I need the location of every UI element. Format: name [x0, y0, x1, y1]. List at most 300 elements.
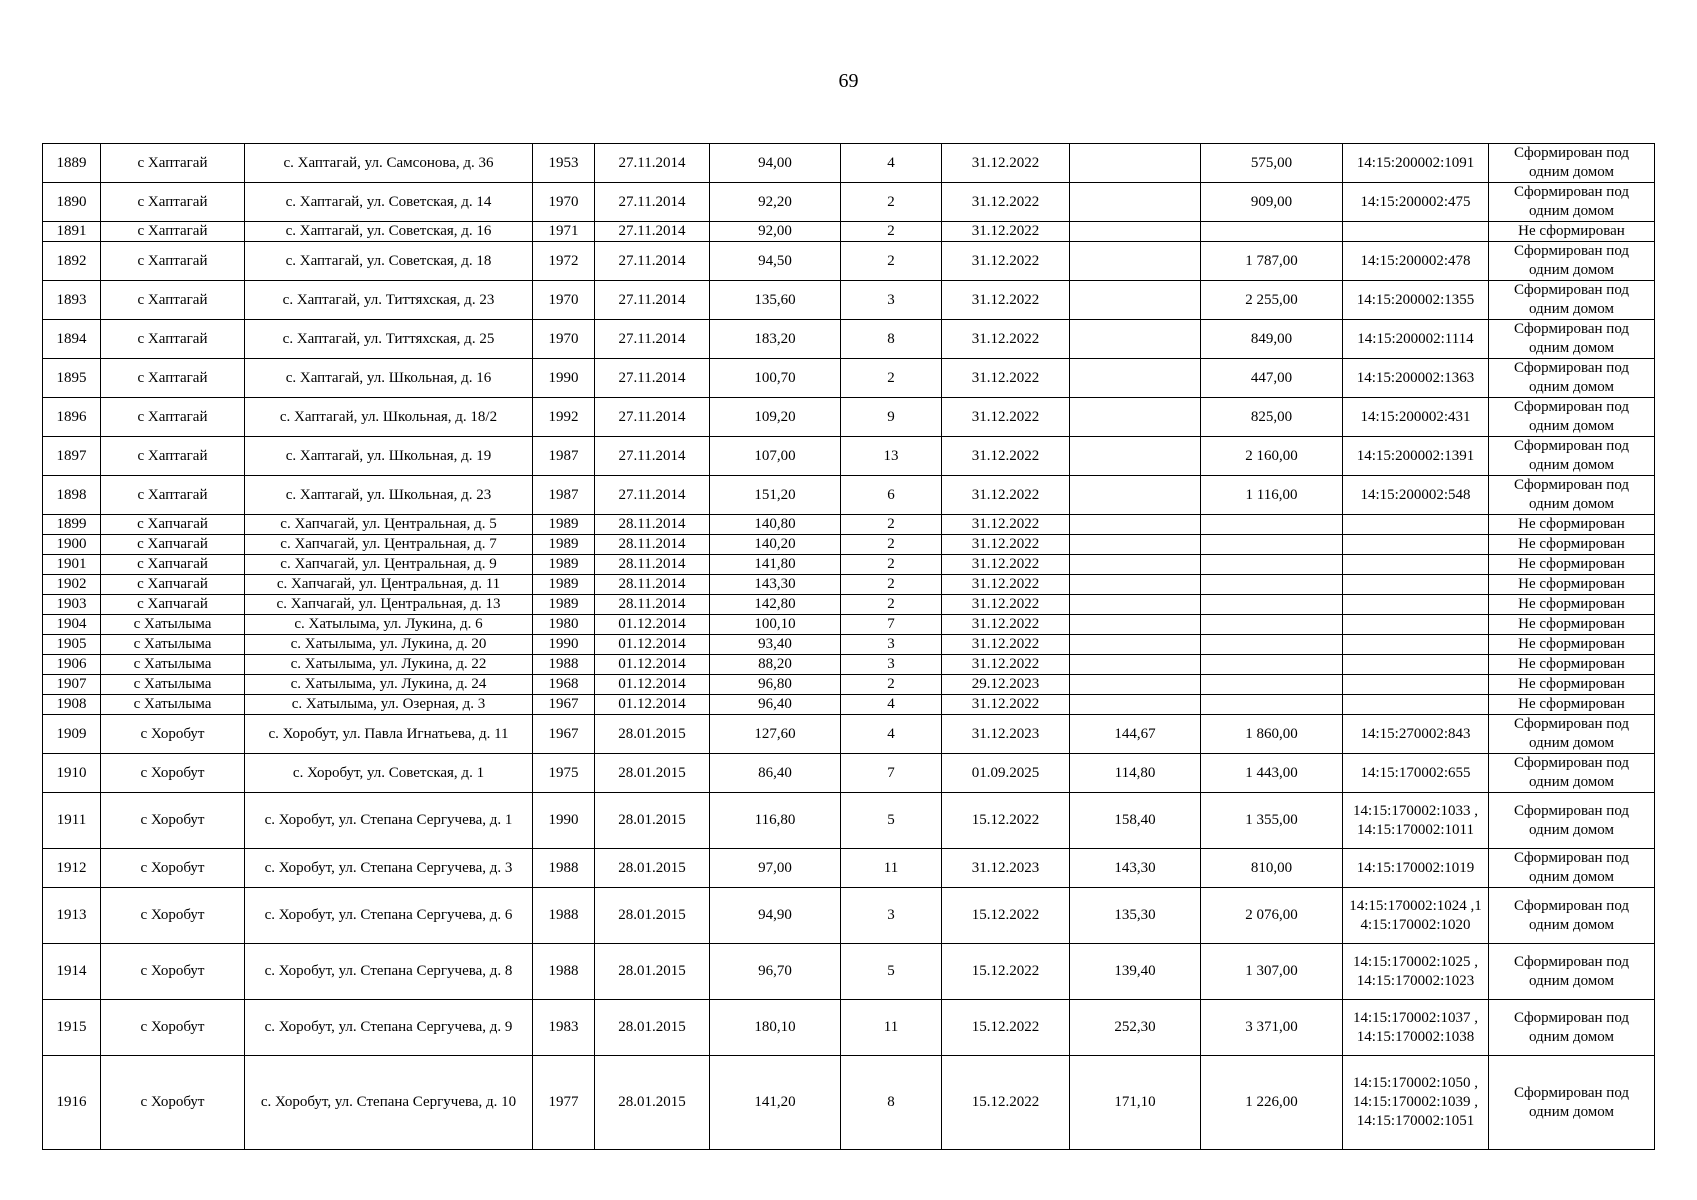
year-cell: 1990	[533, 793, 595, 849]
residents-cell: 2	[841, 242, 942, 281]
row-number: 1906	[43, 655, 101, 675]
cost-cell	[1201, 575, 1343, 595]
date-cell: 28.01.2015	[595, 1056, 710, 1150]
cost-cell: 810,00	[1201, 849, 1343, 888]
row-number: 1916	[43, 1056, 101, 1150]
area-cell: 143,30	[710, 575, 841, 595]
land-area-cell	[1070, 555, 1201, 575]
row-number: 1890	[43, 183, 101, 222]
page-number: 69	[838, 70, 859, 92]
land-area-cell: 135,30	[1070, 888, 1201, 944]
year-cell: 1968	[533, 675, 595, 695]
date-cell: 28.01.2015	[595, 849, 710, 888]
cost-cell: 447,00	[1201, 359, 1343, 398]
row-number: 1899	[43, 515, 101, 535]
status-cell: Сформирован под одним домом	[1489, 849, 1655, 888]
area-cell: 94,90	[710, 888, 841, 944]
settlement-cell: с Хапчагай	[101, 575, 245, 595]
residents-cell: 4	[841, 715, 942, 754]
area-cell: 97,00	[710, 849, 841, 888]
land-area-cell	[1070, 398, 1201, 437]
row-number: 1911	[43, 793, 101, 849]
land-area-cell: 158,40	[1070, 793, 1201, 849]
deadline-cell: 31.12.2023	[942, 715, 1070, 754]
address-cell: с. Хаптагай, ул. Самсонова, д. 36	[245, 144, 533, 183]
status-cell: Не сформирован	[1489, 695, 1655, 715]
deadline-cell: 31.12.2022	[942, 595, 1070, 615]
cost-cell	[1201, 535, 1343, 555]
row-number: 1903	[43, 595, 101, 615]
row-number: 1891	[43, 222, 101, 242]
land-area-cell: 139,40	[1070, 944, 1201, 1000]
address-cell: с. Хапчагай, ул. Центральная, д. 5	[245, 515, 533, 535]
cadastral-number-cell	[1343, 675, 1489, 695]
cost-cell	[1201, 695, 1343, 715]
table-row	[43, 888, 1655, 944]
table-row	[43, 242, 1655, 281]
deadline-cell: 31.12.2022	[942, 476, 1070, 515]
date-cell: 27.11.2014	[595, 222, 710, 242]
table-row	[43, 359, 1655, 398]
status-cell: Не сформирован	[1489, 595, 1655, 615]
date-cell: 01.12.2014	[595, 675, 710, 695]
row-number: 1902	[43, 575, 101, 595]
deadline-cell: 31.12.2022	[942, 359, 1070, 398]
land-area-cell	[1070, 535, 1201, 555]
land-area-cell	[1070, 575, 1201, 595]
land-area-cell	[1070, 222, 1201, 242]
date-cell: 28.01.2015	[595, 888, 710, 944]
cadastral-number-cell	[1343, 615, 1489, 635]
status-cell: Сформирован под одним домом	[1489, 888, 1655, 944]
cadastral-number-cell: 14:15:170002:655	[1343, 754, 1489, 793]
address-cell: с. Хоробут, ул. Степана Сергучева, д. 3	[245, 849, 533, 888]
residents-cell: 13	[841, 437, 942, 476]
residents-cell: 11	[841, 849, 942, 888]
area-cell: 141,20	[710, 1056, 841, 1150]
residents-cell: 8	[841, 320, 942, 359]
table-row	[43, 595, 1655, 615]
address-cell: с. Хоробут, ул. Степана Сергучева, д. 9	[245, 1000, 533, 1056]
status-cell: Сформирован под одним домом	[1489, 320, 1655, 359]
address-cell: с. Хоробут, ул. Степана Сергучева, д. 1	[245, 793, 533, 849]
land-area-cell	[1070, 695, 1201, 715]
date-cell: 27.11.2014	[595, 242, 710, 281]
date-cell: 28.01.2015	[595, 944, 710, 1000]
settlement-cell: с Хоробут	[101, 944, 245, 1000]
residents-cell: 11	[841, 1000, 942, 1056]
address-cell: с. Хоробут, ул. Степана Сергучева, д. 8	[245, 944, 533, 1000]
settlement-cell: с Хоробут	[101, 754, 245, 793]
land-area-cell	[1070, 183, 1201, 222]
row-number: 1910	[43, 754, 101, 793]
residents-cell: 9	[841, 398, 942, 437]
area-cell: 107,00	[710, 437, 841, 476]
table-row	[43, 615, 1655, 635]
status-cell: Сформирован под одним домом	[1489, 144, 1655, 183]
date-cell: 28.11.2014	[595, 535, 710, 555]
cadastral-number-cell: 14:15:200002:1363	[1343, 359, 1489, 398]
deadline-cell: 15.12.2022	[942, 1056, 1070, 1150]
table-row	[43, 555, 1655, 575]
cadastral-number-cell: 14:15:200002:548	[1343, 476, 1489, 515]
row-number: 1913	[43, 888, 101, 944]
cadastral-number-cell	[1343, 222, 1489, 242]
cadastral-number-cell: 14:15:170002:1024 ,14:15:170002:1020	[1343, 888, 1489, 944]
settlement-cell: с Хаптагай	[101, 144, 245, 183]
area-cell: 127,60	[710, 715, 841, 754]
status-cell: Сформирован под одним домом	[1489, 793, 1655, 849]
residents-cell: 2	[841, 535, 942, 555]
cadastral-number-cell: 14:15:200002:431	[1343, 398, 1489, 437]
residents-cell: 3	[841, 281, 942, 320]
cadastral-number-cell: 14:15:200002:1391	[1343, 437, 1489, 476]
date-cell: 27.11.2014	[595, 437, 710, 476]
row-number: 1900	[43, 535, 101, 555]
cost-cell	[1201, 635, 1343, 655]
year-cell: 1989	[533, 575, 595, 595]
deadline-cell: 15.12.2022	[942, 888, 1070, 944]
table-row	[43, 1000, 1655, 1056]
settlement-cell: с Хаптагай	[101, 398, 245, 437]
address-cell: с. Хоробут, ул. Степана Сергучева, д. 6	[245, 888, 533, 944]
address-cell: с. Хатылыма, ул. Лукина, д. 24	[245, 675, 533, 695]
table-row	[43, 281, 1655, 320]
deadline-cell: 31.12.2022	[942, 615, 1070, 635]
address-cell: с. Хапчагай, ул. Центральная, д. 13	[245, 595, 533, 615]
status-cell: Сформирован под одним домом	[1489, 1056, 1655, 1150]
cost-cell: 1 307,00	[1201, 944, 1343, 1000]
area-cell: 183,20	[710, 320, 841, 359]
date-cell: 28.11.2014	[595, 575, 710, 595]
cost-cell: 2 076,00	[1201, 888, 1343, 944]
table-row	[43, 1056, 1655, 1150]
row-number: 1896	[43, 398, 101, 437]
status-cell: Сформирован под одним домом	[1489, 1000, 1655, 1056]
area-cell: 109,20	[710, 398, 841, 437]
row-number: 1909	[43, 715, 101, 754]
cadastral-number-cell: 14:15:270002:843	[1343, 715, 1489, 754]
cost-cell	[1201, 615, 1343, 635]
table-row	[43, 635, 1655, 655]
area-cell: 100,70	[710, 359, 841, 398]
area-cell: 86,40	[710, 754, 841, 793]
table-row	[43, 715, 1655, 754]
year-cell: 1990	[533, 359, 595, 398]
cost-cell: 849,00	[1201, 320, 1343, 359]
cost-cell	[1201, 655, 1343, 675]
area-cell: 141,80	[710, 555, 841, 575]
residents-cell: 2	[841, 575, 942, 595]
year-cell: 1990	[533, 635, 595, 655]
status-cell: Не сформирован	[1489, 515, 1655, 535]
year-cell: 1989	[533, 515, 595, 535]
deadline-cell: 29.12.2023	[942, 675, 1070, 695]
year-cell: 1989	[533, 595, 595, 615]
status-cell: Не сформирован	[1489, 675, 1655, 695]
cadastral-number-cell: 14:15:170002:1033 , 14:15:170002:1011	[1343, 793, 1489, 849]
cadastral-number-cell: 14:15:200002:478	[1343, 242, 1489, 281]
cadastral-number-cell	[1343, 515, 1489, 535]
status-cell: Сформирован под одним домом	[1489, 183, 1655, 222]
status-cell: Не сформирован	[1489, 555, 1655, 575]
status-cell: Не сформирован	[1489, 575, 1655, 595]
land-area-cell: 143,30	[1070, 849, 1201, 888]
address-cell: с. Хаптагай, ул. Титтяхская, д. 23	[245, 281, 533, 320]
residents-cell: 3	[841, 635, 942, 655]
row-number: 1894	[43, 320, 101, 359]
settlement-cell: с Хоробут	[101, 1056, 245, 1150]
year-cell: 1971	[533, 222, 595, 242]
settlement-cell: с Хапчагай	[101, 535, 245, 555]
cost-cell	[1201, 555, 1343, 575]
status-cell: Не сформирован	[1489, 635, 1655, 655]
land-area-cell: 252,30	[1070, 1000, 1201, 1056]
row-number: 1904	[43, 615, 101, 635]
area-cell: 116,80	[710, 793, 841, 849]
cadastral-number-cell	[1343, 655, 1489, 675]
table-row	[43, 476, 1655, 515]
address-cell: с. Хаптагай, ул. Советская, д. 14	[245, 183, 533, 222]
cadastral-number-cell: 14:15:200002:475	[1343, 183, 1489, 222]
year-cell: 1987	[533, 476, 595, 515]
area-cell: 96,40	[710, 695, 841, 715]
deadline-cell: 31.12.2022	[942, 144, 1070, 183]
address-cell: с. Хаптагай, ул. Школьная, д. 18/2	[245, 398, 533, 437]
row-number: 1895	[43, 359, 101, 398]
area-cell: 140,20	[710, 535, 841, 555]
residents-cell: 8	[841, 1056, 942, 1150]
deadline-cell: 31.12.2023	[942, 849, 1070, 888]
table-row	[43, 398, 1655, 437]
settlement-cell: с Хаптагай	[101, 242, 245, 281]
row-number: 1897	[43, 437, 101, 476]
land-area-cell	[1070, 242, 1201, 281]
status-cell: Сформирован под одним домом	[1489, 754, 1655, 793]
year-cell: 1970	[533, 320, 595, 359]
year-cell: 1989	[533, 535, 595, 555]
settlement-cell: с Хоробут	[101, 715, 245, 754]
status-cell: Сформирован под одним домом	[1489, 281, 1655, 320]
status-cell: Сформирован под одним домом	[1489, 715, 1655, 754]
table-body	[43, 144, 1655, 1150]
area-cell: 96,70	[710, 944, 841, 1000]
cadastral-number-cell	[1343, 695, 1489, 715]
year-cell: 1989	[533, 555, 595, 575]
settlement-cell: с Хаптагай	[101, 183, 245, 222]
cost-cell: 909,00	[1201, 183, 1343, 222]
cadastral-number-cell: 14:15:170002:1037 , 14:15:170002:1038	[1343, 1000, 1489, 1056]
status-cell: Не сформирован	[1489, 655, 1655, 675]
housing-registry-table	[42, 143, 1655, 1150]
cadastral-number-cell: 14:15:200002:1355	[1343, 281, 1489, 320]
date-cell: 01.12.2014	[595, 635, 710, 655]
settlement-cell: с Хатылыма	[101, 615, 245, 635]
settlement-cell: с Хаптагай	[101, 281, 245, 320]
table-row	[43, 183, 1655, 222]
settlement-cell: с Хоробут	[101, 793, 245, 849]
cadastral-number-cell: 14:15:170002:1019	[1343, 849, 1489, 888]
cadastral-number-cell	[1343, 555, 1489, 575]
residents-cell: 5	[841, 944, 942, 1000]
cost-cell: 1 787,00	[1201, 242, 1343, 281]
table-row	[43, 944, 1655, 1000]
table-row	[43, 695, 1655, 715]
date-cell: 27.11.2014	[595, 398, 710, 437]
row-number: 1915	[43, 1000, 101, 1056]
row-number: 1893	[43, 281, 101, 320]
residents-cell: 5	[841, 793, 942, 849]
year-cell: 1988	[533, 944, 595, 1000]
address-cell: с. Хаптагай, ул. Школьная, д. 19	[245, 437, 533, 476]
residents-cell: 4	[841, 144, 942, 183]
settlement-cell: с Хапчагай	[101, 595, 245, 615]
date-cell: 01.12.2014	[595, 695, 710, 715]
settlement-cell: с Хатылыма	[101, 695, 245, 715]
cost-cell: 1 355,00	[1201, 793, 1343, 849]
land-area-cell	[1070, 437, 1201, 476]
cost-cell	[1201, 515, 1343, 535]
date-cell: 27.11.2014	[595, 359, 710, 398]
residents-cell: 7	[841, 615, 942, 635]
cost-cell: 1 443,00	[1201, 754, 1343, 793]
area-cell: 94,50	[710, 242, 841, 281]
table-row	[43, 515, 1655, 535]
address-cell: с. Хатылыма, ул. Лукина, д. 20	[245, 635, 533, 655]
row-number: 1914	[43, 944, 101, 1000]
cost-cell: 1 860,00	[1201, 715, 1343, 754]
date-cell: 27.11.2014	[595, 144, 710, 183]
land-area-cell: 171,10	[1070, 1056, 1201, 1150]
date-cell: 27.11.2014	[595, 320, 710, 359]
settlement-cell: с Хоробут	[101, 1000, 245, 1056]
address-cell: с. Хапчагай, ул. Центральная, д. 7	[245, 535, 533, 555]
residents-cell: 2	[841, 595, 942, 615]
deadline-cell: 31.12.2022	[942, 437, 1070, 476]
deadline-cell: 31.12.2022	[942, 320, 1070, 359]
date-cell: 27.11.2014	[595, 281, 710, 320]
area-cell: 96,80	[710, 675, 841, 695]
address-cell: с. Хаптагай, ул. Советская, д. 16	[245, 222, 533, 242]
date-cell: 28.11.2014	[595, 555, 710, 575]
cadastral-number-cell	[1343, 535, 1489, 555]
address-cell: с. Хоробут, ул. Павла Игнатьева, д. 11	[245, 715, 533, 754]
status-cell: Сформирован под одним домом	[1489, 398, 1655, 437]
address-cell: с. Хапчагай, ул. Центральная, д. 9	[245, 555, 533, 575]
table-row	[43, 575, 1655, 595]
land-area-cell	[1070, 144, 1201, 183]
settlement-cell: с Хатылыма	[101, 655, 245, 675]
row-number: 1908	[43, 695, 101, 715]
deadline-cell: 31.12.2022	[942, 555, 1070, 575]
cost-cell: 1 226,00	[1201, 1056, 1343, 1150]
status-cell: Сформирован под одним домом	[1489, 242, 1655, 281]
address-cell: с. Хоробут, ул. Советская, д. 1	[245, 754, 533, 793]
date-cell: 28.01.2015	[595, 715, 710, 754]
residents-cell: 6	[841, 476, 942, 515]
settlement-cell: с Хаптагай	[101, 476, 245, 515]
residents-cell: 3	[841, 655, 942, 675]
settlement-cell: с Хаптагай	[101, 222, 245, 242]
residents-cell: 2	[841, 675, 942, 695]
year-cell: 1953	[533, 144, 595, 183]
settlement-cell: с Хаптагай	[101, 437, 245, 476]
land-area-cell	[1070, 359, 1201, 398]
settlement-cell: с Хапчагай	[101, 555, 245, 575]
settlement-cell: с Хаптагай	[101, 359, 245, 398]
address-cell: с. Хоробут, ул. Степана Сергучева, д. 10	[245, 1056, 533, 1150]
area-cell: 140,80	[710, 515, 841, 535]
cadastral-number-cell: 14:15:170002:1025 , 14:15:170002:1023	[1343, 944, 1489, 1000]
settlement-cell: с Хоробут	[101, 888, 245, 944]
deadline-cell: 31.12.2022	[942, 183, 1070, 222]
table-row	[43, 535, 1655, 555]
deadline-cell: 31.12.2022	[942, 515, 1070, 535]
year-cell: 1988	[533, 655, 595, 675]
date-cell: 28.01.2015	[595, 793, 710, 849]
year-cell: 1967	[533, 715, 595, 754]
date-cell: 28.01.2015	[595, 754, 710, 793]
table-row	[43, 849, 1655, 888]
address-cell: с. Хаптагай, ул. Советская, д. 18	[245, 242, 533, 281]
address-cell: с. Хатылыма, ул. Лукина, д. 22	[245, 655, 533, 675]
table-row	[43, 437, 1655, 476]
deadline-cell: 31.12.2022	[942, 635, 1070, 655]
cost-cell: 1 116,00	[1201, 476, 1343, 515]
cost-cell: 3 371,00	[1201, 1000, 1343, 1056]
deadline-cell: 15.12.2022	[942, 793, 1070, 849]
deadline-cell: 31.12.2022	[942, 695, 1070, 715]
area-cell: 92,00	[710, 222, 841, 242]
cost-cell	[1201, 675, 1343, 695]
residents-cell: 2	[841, 555, 942, 575]
deadline-cell: 31.12.2022	[942, 655, 1070, 675]
land-area-cell: 144,67	[1070, 715, 1201, 754]
table-row	[43, 320, 1655, 359]
year-cell: 1970	[533, 183, 595, 222]
land-area-cell	[1070, 675, 1201, 695]
cadastral-number-cell	[1343, 575, 1489, 595]
year-cell: 1987	[533, 437, 595, 476]
residents-cell: 7	[841, 754, 942, 793]
address-cell: с. Хапчагай, ул. Центральная, д. 11	[245, 575, 533, 595]
deadline-cell: 15.12.2022	[942, 944, 1070, 1000]
area-cell: 180,10	[710, 1000, 841, 1056]
status-cell: Сформирован под одним домом	[1489, 944, 1655, 1000]
settlement-cell: с Хатылыма	[101, 635, 245, 655]
table-row	[43, 655, 1655, 675]
row-number: 1905	[43, 635, 101, 655]
address-cell: с. Хаптагай, ул. Титтяхская, д. 25	[245, 320, 533, 359]
date-cell: 27.11.2014	[595, 476, 710, 515]
residents-cell: 4	[841, 695, 942, 715]
deadline-cell: 31.12.2022	[942, 222, 1070, 242]
year-cell: 1967	[533, 695, 595, 715]
area-cell: 94,00	[710, 144, 841, 183]
settlement-cell: с Хоробут	[101, 849, 245, 888]
land-area-cell	[1070, 281, 1201, 320]
status-cell: Сформирован под одним домом	[1489, 359, 1655, 398]
year-cell: 1983	[533, 1000, 595, 1056]
date-cell: 28.11.2014	[595, 515, 710, 535]
area-cell: 151,20	[710, 476, 841, 515]
area-cell: 142,80	[710, 595, 841, 615]
cost-cell: 575,00	[1201, 144, 1343, 183]
deadline-cell: 31.12.2022	[942, 575, 1070, 595]
row-number: 1889	[43, 144, 101, 183]
land-area-cell	[1070, 655, 1201, 675]
year-cell: 1992	[533, 398, 595, 437]
